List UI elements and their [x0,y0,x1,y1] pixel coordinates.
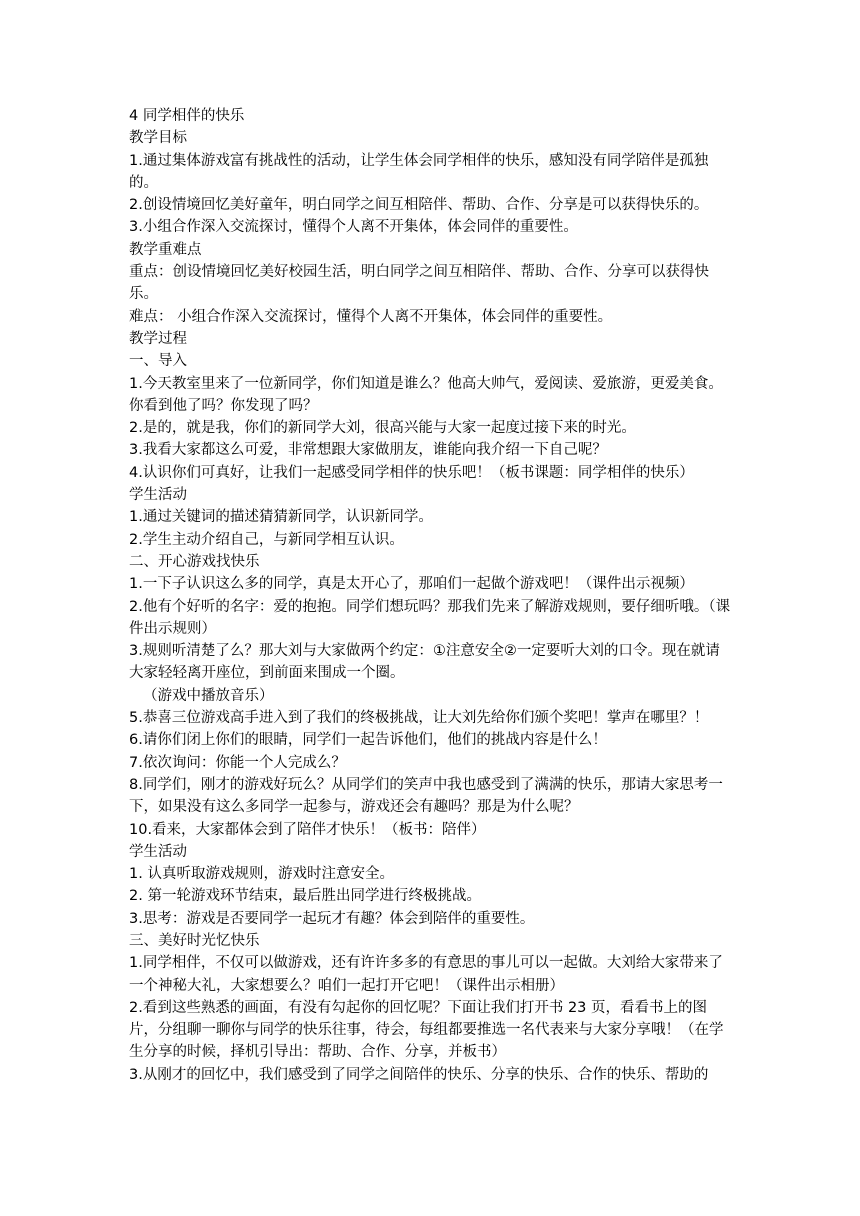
paragraph-note: （游戏中播放音乐） [143,687,274,704]
paragraph: 1.一下子认识这么多的同学，真是太开心了，那咱们一起做个游戏吧！（课件出示视频） [129,576,694,593]
paragraph: 5.恭喜三位游戏高手进入到了我们的终极挑战，让大刘先给你们颁个奖吧！掌声在哪里？！ [129,710,709,727]
document-body [129,105,733,1086]
paragraph: 1.今天教室里来了一位新同学，你们知道是谁么？他高大帅气，爱阅读、爱旅游，更爱美食。你看到他了吗？你发现了吗？ [129,375,723,414]
paragraph: 2.学生主动介绍自己，与新同学相互认识。 [129,531,404,548]
paragraph: 1.通过集体游戏富有挑战性的活动，让学生体会同学相伴的快乐，感知没有同学陪伴是孤独的。 [129,152,709,191]
section-heading: 教学过程 [129,330,187,347]
paragraph: 6.请你们闭上你们的眼睛，同学们一起告诉他们，他们的挑战内容是什么！ [129,732,607,749]
paragraph: 2.看到这些熟悉的画面，有没有勾起你的回忆呢？下面让我们打开书 23 页，看看书上的图片，分组聊一聊你与同学的快乐往事，待会，每组都要推选一名代表来与大家分享哦！（在学生分享的时候，择机引导出：帮助、合作、分享，并板书） [129,999,724,1061]
section-heading: 学生活动 [129,487,187,504]
paragraph: 10.看来，大家都体会到了陪伴才快乐！（板书：陪伴） [129,821,486,838]
paragraph: 1. 认真听取游戏规则，游戏时注意安全。 [129,866,394,883]
paragraph: 3.小组合作深入交流探讨，懂得个人离不开集体，体会同伴的重要性。 [129,219,578,236]
paragraph: 3.从刚才的回忆中，我们感受到了同学之间陪伴的快乐、分享的快乐、合作的快乐、帮助的 [129,1066,709,1083]
section-heading: 学生活动 [129,843,187,860]
lesson-title: 4 同学相伴的快乐 [129,108,245,124]
subsection-heading: 三、美好时光忆快乐 [129,932,260,949]
paragraph: 4.认识你们可真好，让我们一起感受同学相伴的快乐吧！（板书课题：同学相伴的快乐） [129,464,694,481]
paragraph: 3.规则听清楚了么？那大刘与大家做两个约定：①注意安全②一定要听大刘的口令。现在就请大家轻轻离开座位，到前面来围成一个圈。 [129,643,720,682]
subsection-heading: 一、导入 [129,353,187,370]
paragraph: 2. 第一轮游戏环节结束，最后胜出同学进行终极挑战。 [129,888,481,905]
paragraph: 1.同学相伴，不仅可以做游戏，还有许许多多的有意思的事儿可以一起做。大刘给大家带来了一个神秘大礼，大家想要么？咱们一起打开它吧！（课件出示相册） [129,955,723,994]
paragraph: 2.创设情境回忆美好童年，明白同学之间互相陪伴、帮助、合作、分享是可以获得快乐的。 [129,197,709,214]
paragraph: 3.我看大家都这么可爱，非常想跟大家做朋友，谁能向我介绍一下自己呢？ [129,442,607,459]
paragraph: 8.同学们，刚才的游戏好玩么？从同学们的笑声中我也感受到了满满的快乐，那请大家思考一下，如果没有这么多同学一起参与，游戏还会有趣吗？那是为什么呢？ [129,776,723,816]
paragraph: 难点： 小组合作深入交流探讨，懂得个人离不开集体，体会同伴的重要性。 [129,308,613,325]
paragraph: 1.通过关键词的描述猜猜新同学，认识新同学。 [129,509,433,526]
paragraph: 2.他有个好听的名字：爱的抱抱。同学们想玩吗？那我们先来了解游戏规则，要仔细听哦。（课件出示规则） [129,598,731,637]
paragraph: 2.是的，就是我，你们的新同学大刘，很高兴能与大家一起度过接下来的时光。 [129,420,636,437]
section-heading: 教学目标 [129,130,187,147]
paragraph: 3.思考：游戏是否要同学一起玩才有趣？体会到陪伴的重要性。 [129,910,535,927]
subsection-heading: 二、开心游戏找快乐 [129,553,260,570]
paragraph: 7.依次询问：你能一个人完成么？ [129,754,346,771]
paragraph: 重点：创设情境回忆美好校园生活，明白同学之间互相陪伴、帮助、合作、分享可以获得快乐。 [129,264,709,303]
section-heading: 教学重难点 [129,241,202,258]
